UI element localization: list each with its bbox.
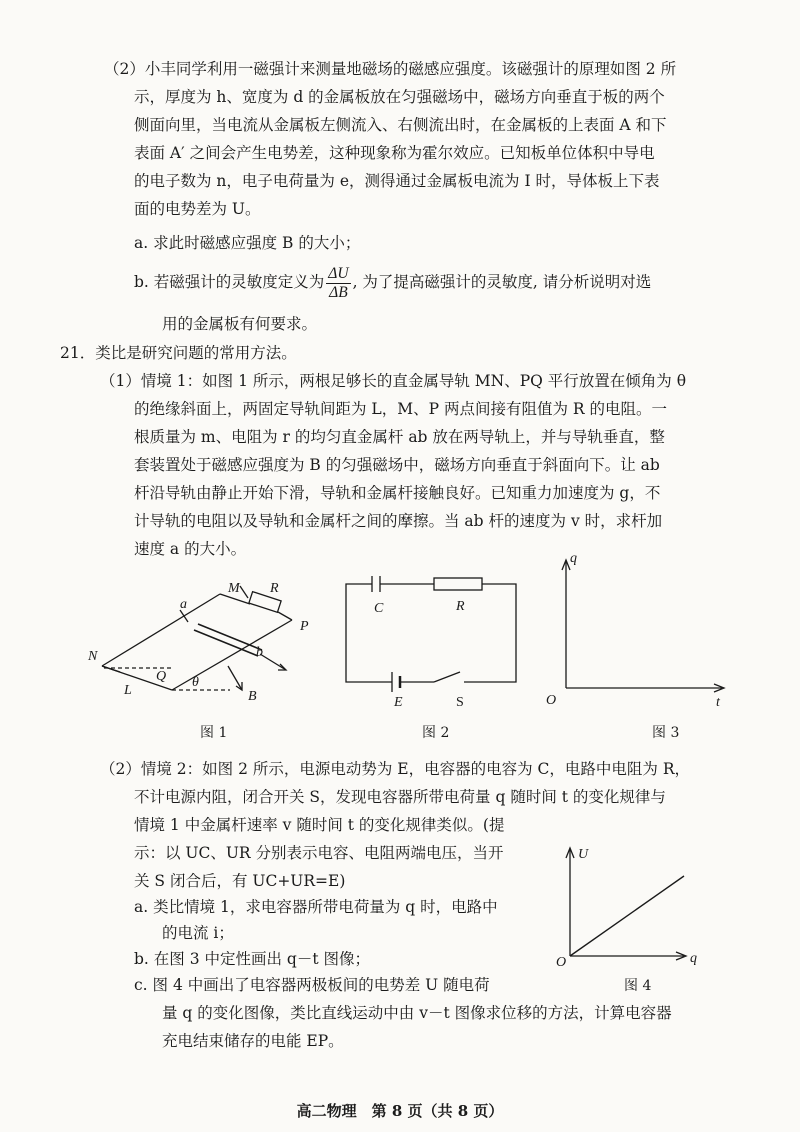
rod-ab <box>198 624 262 650</box>
q20-line-5: 的电子数为 n，电子电荷量为 e，测得通过金属板电流为 I 时，导体板上下表 <box>134 172 660 190</box>
q20-sub-b <box>134 262 651 302</box>
label-O-fig4: O <box>556 955 567 970</box>
q21-sub-c-line-3: 充电结束储存的电能 EP。 <box>162 1032 344 1050</box>
q20-line-4: 表面 A′ 之间会产生电势差，这种现象称为霍尔效应。已知板单位体积中导电 <box>134 144 655 162</box>
figure-3-caption: 图 3 <box>652 725 680 741</box>
q21-intro: 21．类比是研究问题的常用方法。 <box>60 344 297 362</box>
q20-line-2: 示，厚度为 h、宽度为 d 的金属板放在匀强磁场中，磁场方向垂直于板的两个 <box>134 88 665 106</box>
q21-sub-c-line-2: 量 q 的变化图像，类比直线运动中由 v－t 图像求位移的方法，计算电容器 <box>162 1004 672 1022</box>
q20-line-3: 侧面向里，当电流从金属板左侧流入、右侧流出时，在金属板的上表面 A 和下 <box>134 116 667 134</box>
rail-PQ <box>172 620 292 690</box>
label-N: N <box>88 649 98 664</box>
wire-P <box>278 612 292 620</box>
fraction-numerator: ΔU <box>328 264 349 282</box>
label-a: a <box>180 597 187 612</box>
q21-sub-a-line-1: a. 类比情境 1，求电容器所带电荷量为 q 时，电路中 <box>134 898 498 916</box>
figure-4-U-q-graph <box>556 840 706 970</box>
figure-2-rc-circuit <box>338 570 528 710</box>
q21-p1-line-4: 套装置处于磁感应强度为 B 的匀强磁场中，磁场方向垂直于斜面向下。让 ab <box>134 456 660 474</box>
label-L: L <box>124 683 132 698</box>
tick-M <box>240 586 248 598</box>
figure-1-caption: 图 1 <box>200 725 228 741</box>
label-P: P <box>300 619 309 634</box>
q20-sub-b-cont: 用的金属板有何要求。 <box>162 315 318 333</box>
label-S: S <box>456 695 464 710</box>
label-O-fig3: O <box>546 693 557 708</box>
label-q-fig4: q <box>690 951 697 966</box>
label-U-fig4: U <box>578 847 589 862</box>
label-b: b <box>256 645 263 660</box>
label-q-fig3: q <box>570 551 577 566</box>
rod-ab-edge <box>194 630 258 656</box>
label-B: B <box>248 689 257 704</box>
figure-2-caption: 图 2 <box>422 725 450 741</box>
q21-p2-line-4: 示：以 UC、UR 分别表示电容、电阻两端电压，当开 <box>134 844 504 862</box>
label-t-fig3: t <box>716 695 720 708</box>
page-footer: 高二物理 第 8 页（共 8 页） <box>296 1102 504 1120</box>
q21-p1-line-1: （1）情境 1：如图 1 所示，两根足够长的直金属导轨 MN、PQ 平行放置在倾角为 θ <box>100 372 687 390</box>
q20-sub-b-prefix: b. 若磁强计的灵敏度定义为 <box>134 273 325 291</box>
label-M: M <box>228 581 240 596</box>
figure-3-q-t-axes <box>540 548 740 708</box>
U-q-line <box>570 876 684 956</box>
q21-p1-line-6: 计导轨的电阻以及导轨和金属杆之间的摩擦。当 ab 杆的速度为 v 时，求杆加 <box>134 512 663 530</box>
L-arrow <box>102 666 120 672</box>
q21-p2-line-5: 关 S 闭合后，有 UC+UR=E) <box>134 872 346 890</box>
q20-sub-b-suffix: , 为了提高磁强计的灵敏度, 请分析说明对选 <box>352 273 652 291</box>
q21-p2-line-2: 不计电源内阻，闭合开关 S，发现电容器所带电荷量 q 随时间 t 的变化规律与 <box>134 788 666 806</box>
q21-p1-line-5: 杆沿导轨由静止开始下滑，导轨和金属杆接触良好。已知重力加速度为 g，不 <box>134 484 661 502</box>
label-R-fig1: R <box>270 581 279 596</box>
q21-p2-line-3: 情境 1 中金属杆速率 v 随时间 t 的变化规律类似。(提 <box>134 816 505 834</box>
fraction-denominator: ΔB <box>329 283 348 301</box>
figure-1-inclined-rails <box>80 572 330 712</box>
label-Q: Q <box>156 669 167 684</box>
switch-S <box>434 672 460 682</box>
q20-line-1: （2）小丰同学利用一磁强计来测量地磁场的磁感应强度。该磁强计的原理如图 2 所 <box>104 60 677 78</box>
q21-p1-line-3: 根质量为 m、电阻为 r 的均匀直金属杆 ab 放在两导轨上，并与导轨垂直，整 <box>134 428 665 446</box>
sensitivity-fraction <box>326 265 350 302</box>
q21-p1-line-2: 的绝缘斜面上，两固定导轨间距为 L，M、P 两点间接有阻值为 R 的电阻。一 <box>134 400 667 418</box>
wire-right <box>464 584 516 682</box>
q21-p1-line-7: 速度 a 的大小。 <box>134 540 247 558</box>
label-C: C <box>374 601 384 616</box>
figure-4-caption: 图 4 <box>624 978 652 994</box>
rail-MN-lower <box>102 594 220 666</box>
label-E: E <box>394 695 403 710</box>
q21-sub-a-line-2: 的电流 i； <box>162 924 234 942</box>
q21-sub-c-line-1: c. 图 4 中画出了电容器两极板间的电势差 U 随电荷 <box>134 976 490 994</box>
b-arrow <box>260 654 286 670</box>
resistor-R-fig2 <box>434 578 482 590</box>
q20-line-6: 面的电势差为 U。 <box>134 200 261 218</box>
q21-sub-b: b. 在图 3 中定性画出 q－t 图像； <box>134 950 370 968</box>
q21-p2-line-1: （2）情境 2：如图 2 所示，电源电动势为 E，电容器的电容为 C，电路中电阻为 R， <box>100 760 690 778</box>
label-R-fig2: R <box>456 599 465 614</box>
label-theta: θ <box>192 675 199 690</box>
B-arrow <box>228 666 242 690</box>
q20-sub-a: a. 求此时磁感应强度 B 的大小； <box>134 234 361 252</box>
wire-left <box>346 584 392 682</box>
